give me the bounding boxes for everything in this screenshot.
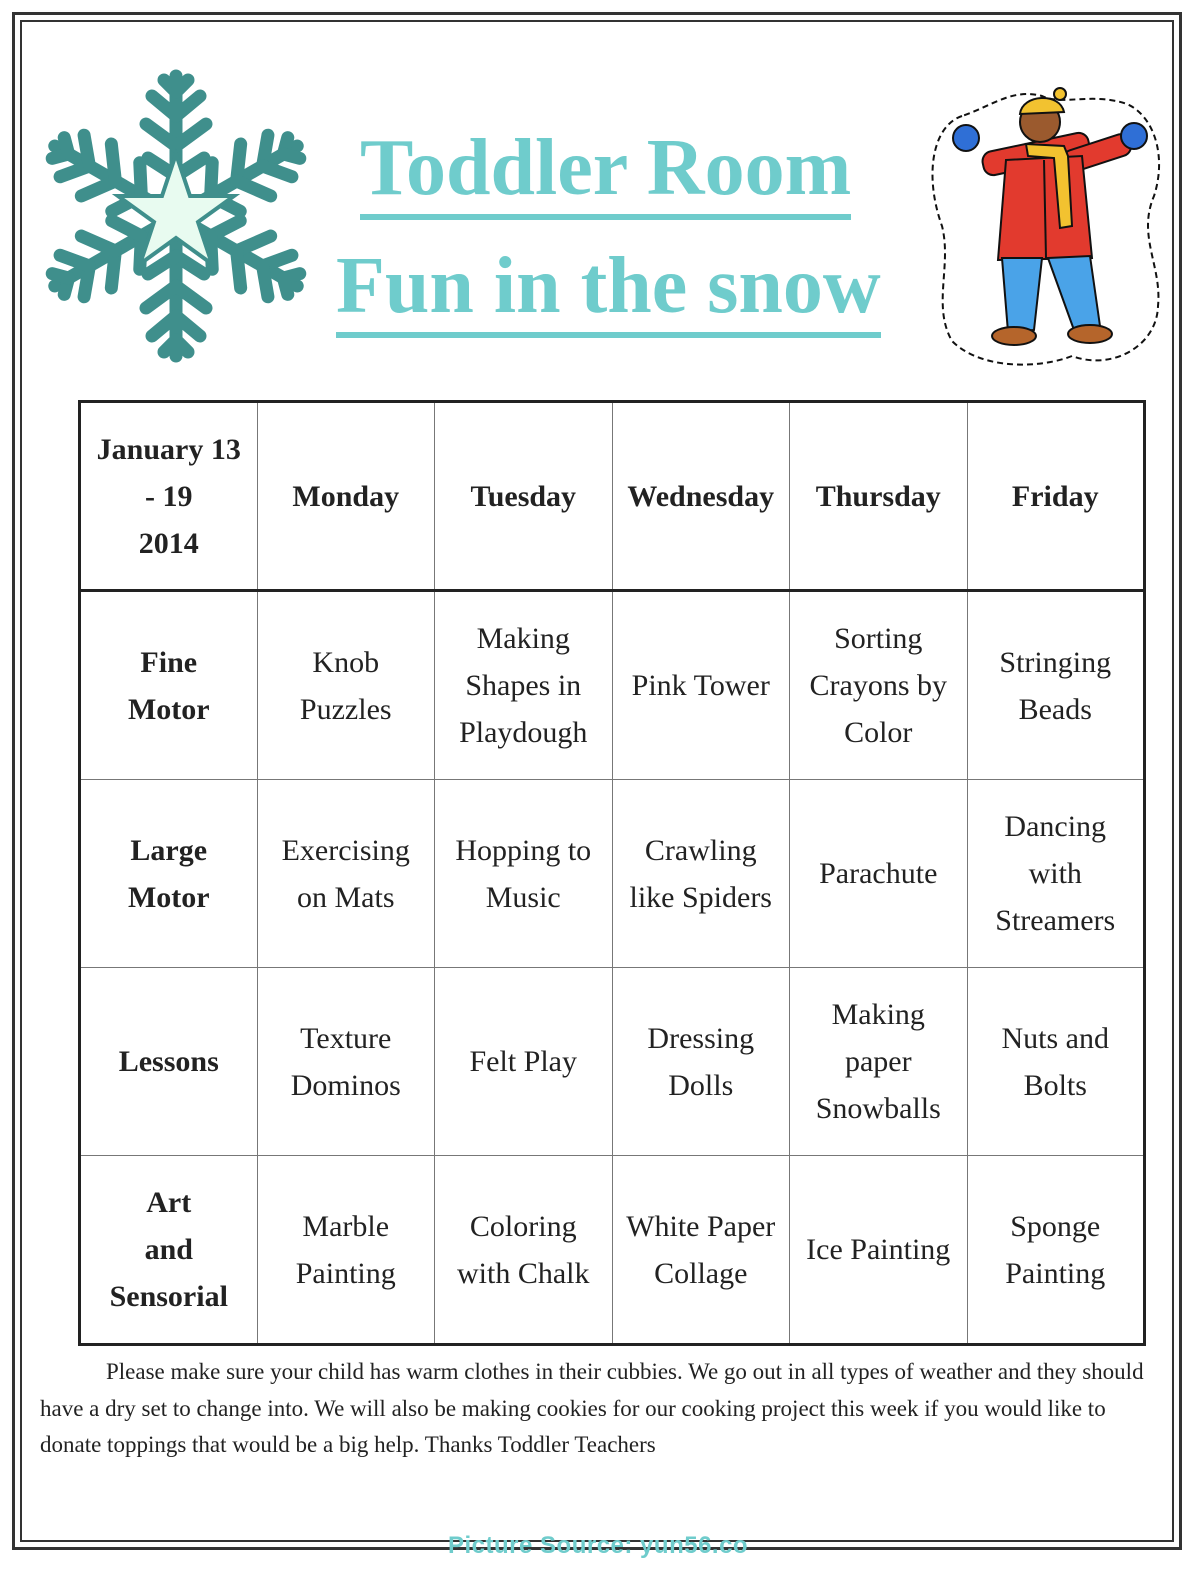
page-title-line-1: Toddler Room: [360, 128, 851, 220]
activity-line: Knob: [312, 645, 380, 679]
activity-line: Dominos: [290, 1068, 401, 1102]
activity-cell: [790, 968, 968, 1156]
activity-line: Coloring: [469, 1209, 577, 1243]
activity-line: Shapes in: [465, 669, 582, 702]
activity-line: Hopping to: [455, 833, 592, 867]
activity-line: Dolls: [668, 1068, 734, 1102]
activity-line: Exercising: [281, 833, 410, 867]
picture-source-caption: Picture Source: yun56.co: [448, 1532, 749, 1559]
row-label-line: and: [144, 1233, 193, 1266]
table-row: [80, 780, 1145, 968]
row-label-line: Motor: [127, 880, 210, 914]
row-label-line: Art: [146, 1186, 192, 1219]
date-range-cell: [80, 402, 258, 591]
activity-cell: [257, 968, 435, 1156]
row-label-cell: [80, 968, 258, 1156]
activity-cell: [790, 591, 968, 780]
table-row: [80, 1156, 1145, 1345]
activity-line: Marble: [302, 1209, 390, 1243]
activity-line: Streamers: [995, 904, 1116, 937]
activity-line: on Mats: [297, 880, 395, 914]
activity-line: Collage: [654, 1256, 748, 1290]
activity-line: Painting: [295, 1256, 396, 1290]
activity-line: Making: [831, 998, 925, 1031]
parent-note: [40, 1354, 1160, 1464]
activity-cell: [612, 1156, 790, 1345]
day-header-wednesday: Wednesday: [612, 402, 790, 591]
activity-cell: [790, 1156, 968, 1345]
row-label-line: Sensorial: [109, 1280, 228, 1313]
activity-line: Sponge: [1010, 1209, 1101, 1243]
activity-line: Making: [476, 622, 570, 655]
day-header-monday: Monday: [257, 402, 435, 591]
activity-line: Ice Painting: [806, 1233, 951, 1266]
activity-cell: [612, 780, 790, 968]
day-header-tuesday: Tuesday: [435, 402, 613, 591]
day-header-friday: Friday: [967, 402, 1145, 591]
activity-cell: [967, 780, 1145, 968]
row-label-line: Fine: [140, 645, 198, 679]
table-header-row: [80, 402, 1145, 591]
activity-line: with: [1028, 857, 1082, 890]
activity-line: Playdough: [459, 716, 588, 749]
activity-cell: [435, 1156, 613, 1345]
activity-cell: [967, 1156, 1145, 1345]
activity-line: Dancing: [1004, 810, 1107, 843]
activity-cell: [257, 780, 435, 968]
row-label-line: Large: [130, 833, 208, 867]
activity-line: Crayons by: [809, 669, 947, 702]
activity-cell: [612, 591, 790, 780]
activity-line: Texture: [300, 1021, 392, 1055]
date-line: 2014: [138, 526, 199, 560]
activity-line: Music: [485, 880, 561, 914]
activity-cell: [435, 968, 613, 1156]
activity-line: Snowballs: [815, 1092, 941, 1125]
activity-line: Painting: [1005, 1256, 1106, 1290]
activity-cell: [967, 968, 1145, 1156]
weekly-plan-table: [78, 400, 1146, 1346]
activity-line: White Paper: [626, 1209, 776, 1243]
row-label-cell: [80, 591, 258, 780]
table-row: [80, 968, 1145, 1156]
activity-line: Sorting: [834, 622, 923, 655]
activity-line: like Spiders: [629, 880, 772, 914]
activity-line: Beads: [1018, 692, 1092, 726]
activity-cell: [790, 780, 968, 968]
page-title-line-2: Fun in the snow: [336, 246, 881, 338]
snowflake-icon: [40, 64, 312, 372]
activity-line: Color: [844, 716, 913, 749]
activity-cell: [967, 591, 1145, 780]
date-line: - 19: [145, 479, 193, 513]
activity-line: Puzzles: [299, 692, 392, 726]
activity-cell: [435, 591, 613, 780]
row-label-cell: [80, 1156, 258, 1345]
snow-angel-child-illustration: [922, 86, 1168, 374]
row-label-cell: [80, 780, 258, 968]
parent-note-text: Please make sure your child has warm clothes in their cubbies. We go out in all types of weather and they should have a dry set to change into. We will also be making cookies for our cooking project this week if you would like to donate toppings that would be a big help. Thanks Toddler Teachers: [40, 1359, 1144, 1457]
day-header-thursday: Thursday: [790, 402, 968, 591]
activity-line: Dressing: [647, 1021, 755, 1055]
activity-cell: [612, 968, 790, 1156]
activity-line: Nuts and: [1001, 1021, 1109, 1055]
activity-line: Parachute: [819, 857, 938, 890]
activity-line: Crawling: [644, 833, 757, 867]
activity-cell: [257, 591, 435, 780]
activity-line: with Chalk: [457, 1256, 590, 1290]
row-label-line: Lessons: [118, 1045, 219, 1078]
activity-line: Pink Tower: [631, 669, 770, 702]
activity-cell: [257, 1156, 435, 1345]
activity-line: Stringing: [999, 645, 1112, 679]
activity-cell: [435, 780, 613, 968]
row-label-line: Motor: [127, 692, 210, 726]
table-row: [80, 591, 1145, 780]
activity-line: Bolts: [1023, 1068, 1087, 1102]
date-line: January 13: [96, 432, 241, 466]
activity-line: Felt Play: [469, 1045, 577, 1078]
activity-line: paper: [844, 1045, 912, 1078]
